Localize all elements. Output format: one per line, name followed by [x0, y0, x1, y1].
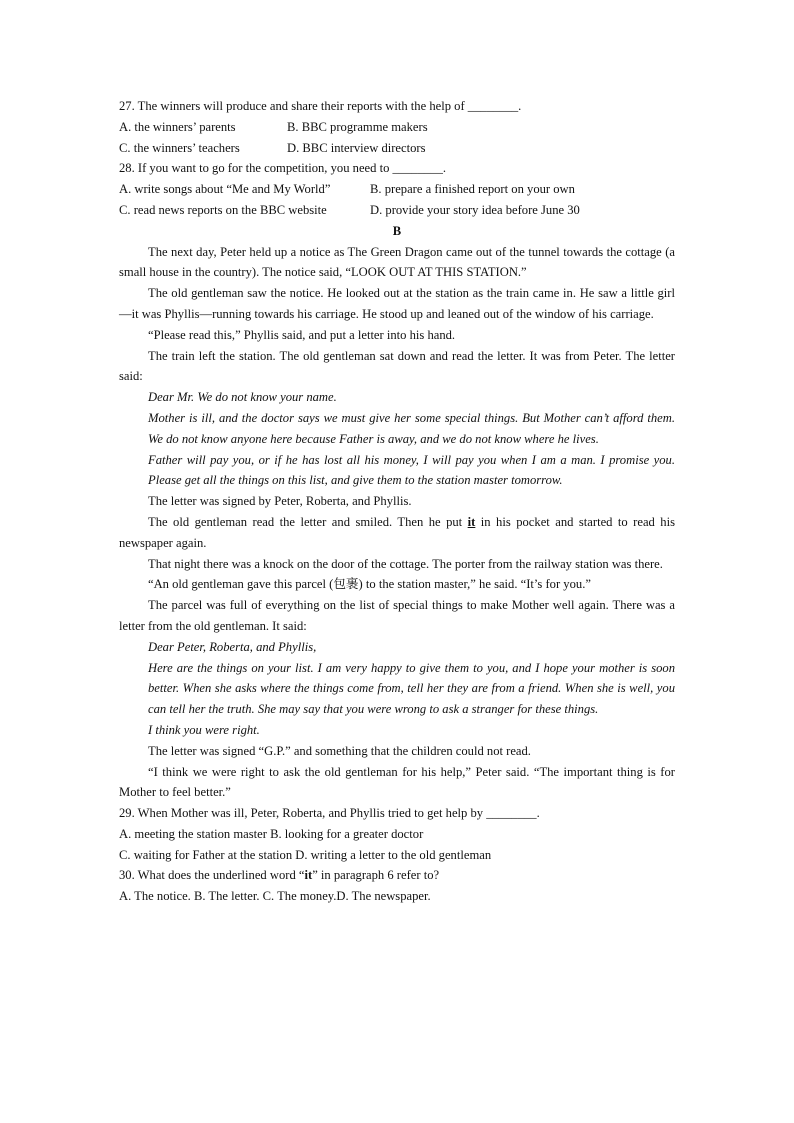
q27-option-d: D. BBC interview directors [287, 140, 426, 155]
story-paragraph-4: The train left the station. The old gentleman sat down and read the letter. It was from Peter. The letter said: [119, 348, 675, 384]
letter-1-body-2: Father will pay you, or if he has lost all his money, I will pay you when I am a man. I promise you. Please get all the things on this list, and give them to the station master tomorrow. [148, 452, 675, 488]
q27-option-b: B. BBC programme makers [287, 119, 428, 134]
story-paragraph-8: “An old gentleman gave this parcel (包裹) to the station master,” he said. “It’s for you.” [148, 577, 591, 592]
story-paragraph-9: The parcel was full of everything on the list of special things to make Mother well again. There was a letter from the old gentleman. It said: [119, 598, 675, 633]
q28-option-a: A. write songs about “Me and My World” [119, 182, 331, 197]
letter-1-body-1: Mother is ill, and the doctor says we must give her some special things. But Mother can’t afford them. We do not know anyone here because Father is away, and we do not know where he lives. [148, 410, 675, 446]
question-30-stem [119, 865, 675, 886]
story-paragraph-1: The next day, Peter held up a notice as The Green Dragon came out of the tunnel towards the cottage (a small house in the country). The notice said, “LOOK OUT AT THIS STATION.” [119, 244, 675, 280]
story-paragraph-7: That night there was a knock on the door of the cottage. The porter from the railway station was there. [148, 556, 663, 571]
p6-text-a: The old gentleman read the letter and smiled. Then he put [148, 514, 468, 529]
q27-option-c: C. the winners’ teachers [119, 140, 240, 155]
q27-option-a: A. the winners’ parents [119, 119, 236, 134]
story-paragraph-11: “I think we were right to ask the old gentleman for his help,” Peter said. “The important thing is for Mother to feel better.” [119, 764, 675, 800]
q28-option-d: D. provide your story idea before June 30 [370, 202, 580, 217]
question-30-options: A. The notice. B. The letter. C. The money.D. The newspaper. [119, 889, 431, 904]
letter-2-greeting: Dear Peter, Roberta, and Phyllis, [148, 639, 317, 654]
question-27-options-cd [119, 138, 675, 159]
q30-stem-it: it [304, 868, 313, 883]
letter-1-greeting: Dear Mr. We do not know your name. [148, 390, 337, 405]
story-paragraph-6 [119, 512, 675, 554]
question-28-options-cd [119, 200, 675, 221]
question-27-options-ab [119, 117, 675, 138]
p6-text-b: in his pocket and started to read his newspaper again. [119, 514, 675, 550]
document-page [119, 96, 675, 907]
q30-stem-b: ” in paragraph 6 refer to? [312, 868, 440, 883]
story-paragraph-2: The old gentleman saw the notice. He looked out at the station as the train came in. He saw a little girl—it was Phyllis—running towards his carriage. He stood up and leaned out of the window of his carriage. [119, 286, 675, 321]
story-paragraph-10: The letter was signed “G.P.” and something that the children could not read. [148, 743, 531, 758]
q28-option-c: C. read news reports on the BBC website [119, 202, 327, 217]
question-28-stem: 28. If you want to go for the competition, you need to ________. [119, 161, 447, 176]
letter-2-closing: I think you were right. [148, 722, 260, 737]
q28-option-b: B. prepare a finished report on your own [370, 182, 575, 197]
story-paragraph-5: The letter was signed by Peter, Roberta, and Phyllis. [148, 494, 412, 509]
question-28-options-ab [119, 179, 675, 200]
q30-stem-a: 30. What does the underlined word “ [119, 868, 305, 883]
question-29-options-cd: C. waiting for Father at the station D. writing a letter to the old gentleman [119, 847, 492, 862]
question-29-options-ab: A. meeting the station master B. looking for a greater doctor [119, 826, 424, 841]
question-27-stem: 27. The winners will produce and share their reports with the help of ________. [119, 99, 522, 113]
section-heading: B [392, 223, 402, 238]
underlined-word-it: it [467, 514, 476, 529]
question-29-stem: 29. When Mother was ill, Peter, Roberta, and Phyllis tried to get help by ________. [119, 806, 540, 821]
story-paragraph-3: “Please read this,” Phyllis said, and put a letter into his hand. [148, 327, 456, 342]
letter-2-body: Here are the things on your list. I am very happy to give them to you, and I hope your mother is soon better. When she asks where the things come from, tell her they are from a friend. When she is well, you can tell her the truth. She may say that you were wrong to ask a stranger for these things. [148, 660, 675, 717]
